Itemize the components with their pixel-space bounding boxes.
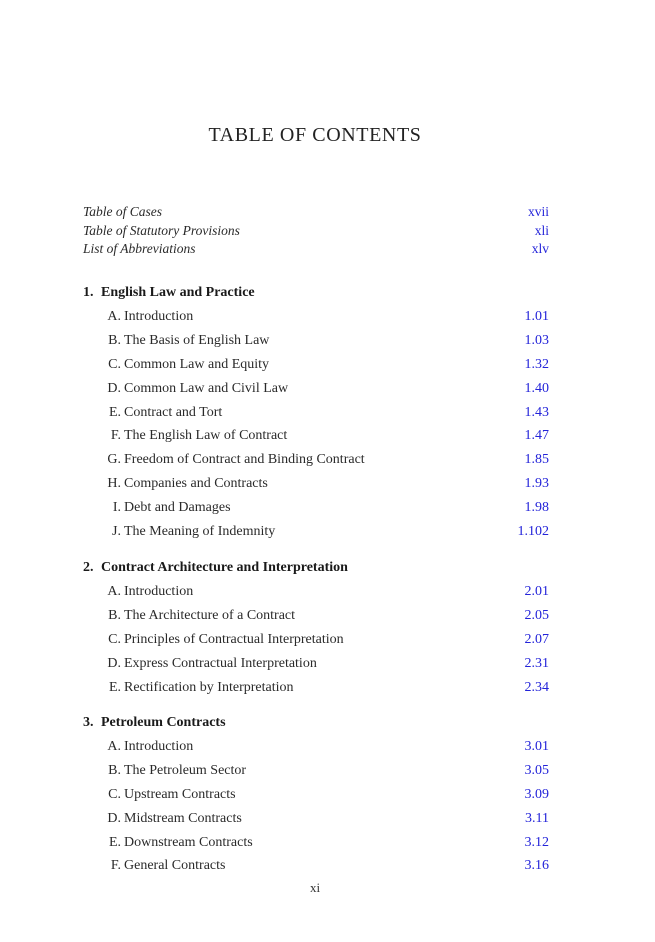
section-letter: D.	[107, 655, 121, 671]
front-matter-list	[83, 203, 549, 259]
section-row[interactable]	[83, 810, 549, 834]
section-row[interactable]	[83, 356, 549, 380]
section-row[interactable]	[83, 499, 549, 523]
section-label: The Petroleum Sector	[124, 762, 247, 778]
section-label: The Architecture of a Contract	[124, 607, 296, 623]
chapter-heading[interactable]	[83, 559, 549, 583]
section-row[interactable]	[83, 786, 549, 810]
page-number: xi	[309, 880, 321, 895]
section-row[interactable]	[83, 857, 549, 881]
section-label: Debt and Damages	[124, 500, 231, 516]
section-page-link[interactable]: 1.85	[524, 452, 549, 468]
front-matter-page-link[interactable]: xli	[534, 222, 549, 238]
section-row[interactable]	[83, 332, 549, 356]
section-page-link[interactable]: 1.43	[524, 404, 549, 420]
section-label: Contract and Tort	[124, 404, 223, 420]
section-page-link[interactable]: 3.05	[524, 762, 549, 778]
section-row[interactable]	[83, 427, 549, 451]
section-letter: A.	[107, 739, 121, 754]
section-label: Downstream Contracts	[124, 834, 253, 850]
section-label: Introduction	[124, 584, 194, 599]
front-matter-item[interactable]	[83, 203, 549, 222]
front-matter-page-link[interactable]: xlv	[531, 241, 549, 256]
section-letter: E.	[108, 834, 121, 850]
section-letter: C.	[108, 631, 121, 647]
section-label: The Meaning of Indemnity	[124, 524, 276, 540]
front-matter-label: List of Abbreviations	[83, 241, 196, 256]
section-page-link[interactable]: 2.31	[524, 655, 549, 671]
section-page-link[interactable]: 1.98	[524, 500, 549, 516]
section-row[interactable]	[83, 451, 549, 475]
section-letter: A.	[107, 584, 121, 599]
page-title: TABLE OF CONTENTS	[208, 124, 422, 146]
front-matter-item[interactable]	[83, 222, 549, 241]
section-label: Common Law and Civil Law	[124, 380, 289, 396]
section-page-link[interactable]: 1.03	[524, 332, 549, 348]
section-row[interactable]	[83, 380, 549, 404]
section-page-link[interactable]: 1.102	[517, 524, 549, 540]
section-page-link[interactable]: 2.07	[524, 631, 549, 647]
section-page-link[interactable]: 1.93	[524, 476, 549, 492]
chapter-heading[interactable]	[83, 714, 549, 738]
section-page-link[interactable]: 3.11	[525, 810, 549, 826]
section-row[interactable]	[83, 404, 549, 428]
section-label: Midstream Contracts	[124, 810, 242, 826]
section-row[interactable]	[83, 475, 549, 499]
section-label: Companies and Contracts	[124, 476, 268, 492]
section-label: Upstream Contracts	[124, 786, 236, 802]
chapter-number: 3.	[83, 715, 94, 730]
section-letter: F.	[110, 858, 121, 874]
section-label: The English Law of Contract	[124, 428, 288, 444]
section-letter: D.	[107, 810, 121, 826]
section-page-link[interactable]: 2.05	[524, 607, 549, 623]
chapter-2	[83, 559, 549, 702]
chapter-title: Contract Architecture and Interpretation	[101, 560, 348, 575]
section-letter: C.	[108, 356, 121, 372]
section-label: Common Law and Equity	[124, 356, 270, 372]
section-letter: E.	[108, 404, 121, 420]
section-row[interactable]	[83, 308, 549, 332]
section-row[interactable]	[83, 762, 549, 786]
section-label: Rectification by Interpretation	[124, 679, 294, 695]
chapter-number: 2.	[83, 560, 94, 575]
section-letter: C.	[108, 786, 121, 802]
section-letter: B.	[108, 762, 121, 778]
section-label: Express Contractual Interpretation	[124, 655, 317, 671]
section-label: Principles of Contractual Interpretation	[124, 631, 344, 647]
section-label: The Basis of English Law	[124, 332, 270, 348]
section-row[interactable]	[83, 583, 549, 607]
chapter-title: Petroleum Contracts	[101, 715, 226, 730]
chapter-3	[83, 714, 549, 881]
chapter-title: English Law and Practice	[101, 285, 255, 300]
section-label: Introduction	[124, 309, 194, 324]
chapter-1	[83, 284, 549, 547]
section-page-link[interactable]: 3.16	[524, 858, 549, 874]
section-label: Introduction	[124, 739, 194, 754]
section-letter: A.	[107, 309, 121, 324]
section-letter: B.	[108, 607, 121, 623]
section-row[interactable]	[83, 834, 549, 858]
chapter-heading[interactable]	[83, 284, 549, 308]
section-letter: D.	[107, 380, 121, 396]
section-page-link[interactable]: 3.09	[524, 786, 549, 802]
section-row[interactable]	[83, 607, 549, 631]
section-letter: B.	[108, 332, 121, 348]
front-matter-item[interactable]	[83, 240, 549, 259]
section-page-link[interactable]: 2.34	[524, 679, 549, 695]
section-page-link[interactable]: 1.01	[524, 309, 549, 324]
section-row[interactable]	[83, 679, 549, 703]
section-letter: E.	[108, 679, 121, 695]
section-page-link[interactable]: 1.32	[524, 356, 549, 372]
section-page-link[interactable]: 1.47	[524, 428, 549, 444]
section-row[interactable]	[83, 523, 549, 547]
chapter-number: 1.	[83, 285, 94, 300]
section-letter: H.	[107, 476, 121, 492]
section-page-link[interactable]: 3.01	[524, 739, 549, 754]
section-label: General Contracts	[124, 858, 226, 874]
front-matter-page-link[interactable]: xvii	[527, 204, 549, 219]
front-matter-label: Table of Cases	[83, 204, 163, 219]
section-label: Freedom of Contract and Binding Contract	[124, 452, 365, 468]
section-letter: F.	[110, 428, 121, 444]
section-row[interactable]	[83, 655, 549, 679]
section-letter: G.	[107, 452, 121, 468]
section-letter: J.	[112, 524, 121, 540]
section-row[interactable]	[83, 738, 549, 762]
section-page-link[interactable]: 3.12	[524, 834, 549, 850]
section-page-link[interactable]: 2.01	[524, 584, 549, 599]
section-row[interactable]	[83, 631, 549, 655]
section-page-link[interactable]: 1.40	[524, 380, 549, 396]
section-letter: I.	[112, 500, 121, 516]
front-matter-label: Table of Statutory Provisions	[83, 222, 240, 238]
